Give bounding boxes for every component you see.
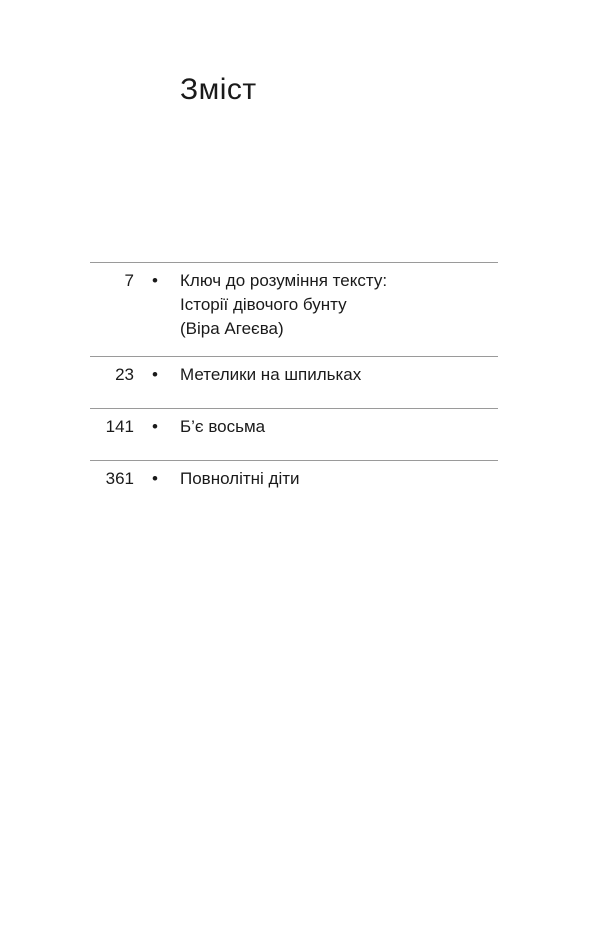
- toc-page-number: 361: [105, 469, 134, 488]
- toc-entry-title-line: (Віра Агеєва): [180, 319, 284, 338]
- toc-entry-title: [180, 467, 498, 491]
- table-of-contents: [90, 262, 498, 500]
- toc-entry-title-line: Історії дівочого бунту: [180, 295, 347, 314]
- toc-bullet: •: [152, 271, 158, 290]
- page-title: Зміст: [180, 73, 257, 106]
- toc-entry: [90, 356, 498, 408]
- toc-page-number: 23: [115, 365, 134, 384]
- toc-entry-title: [180, 415, 498, 439]
- toc-entry-title-line: Б’є восьма: [180, 417, 266, 436]
- toc-entry: [90, 460, 498, 500]
- toc-bullet: •: [152, 469, 158, 488]
- toc-page-number: 7: [124, 271, 134, 290]
- toc-entry-title: [180, 363, 498, 387]
- toc-bullet: •: [152, 417, 158, 436]
- toc-entry-title: [180, 269, 498, 341]
- toc-entry: [90, 408, 498, 460]
- toc-bullet: •: [152, 365, 158, 384]
- toc-entry-title-line: Повнолітні діти: [180, 469, 300, 488]
- toc-entry: [90, 262, 498, 356]
- toc-entry-title-line: Ключ до розуміння тексту:: [180, 271, 388, 290]
- toc-entry-title-line: Метелики на шпильках: [180, 365, 362, 384]
- toc-page-number: 141: [105, 417, 134, 436]
